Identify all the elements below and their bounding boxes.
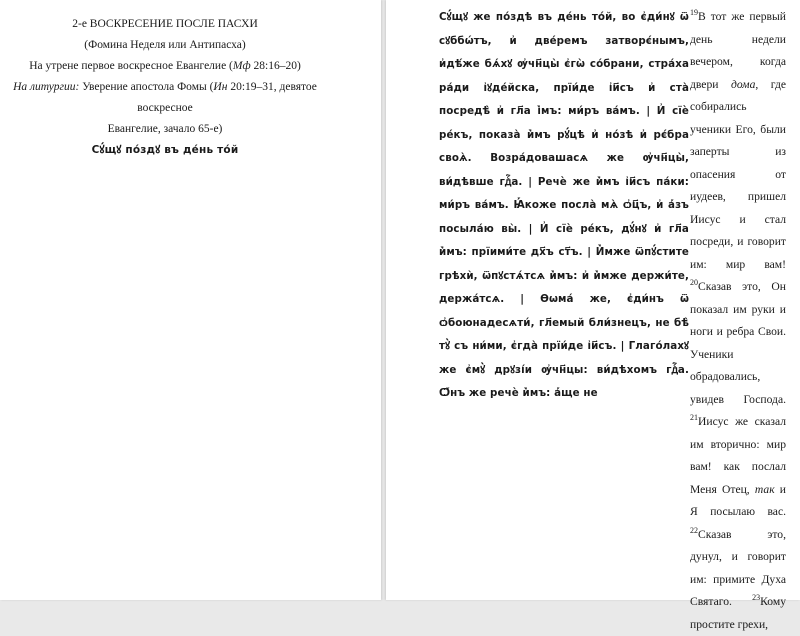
liturgy-reading-line2: Евангелие, зачало 65-е) bbox=[107, 123, 223, 135]
verse-number: 23 bbox=[752, 593, 761, 603]
verse-italic: дома bbox=[730, 77, 756, 91]
slavonic-incipit: Сꙋ́щꙋ по́здꙋ въ де́нь то́й bbox=[91, 144, 239, 156]
left-page bbox=[0, 0, 381, 600]
verse-text: Иисус же сказал им вторично: мир вам! как послал Меня Отец, bbox=[690, 415, 786, 496]
liturgy-reading bbox=[0, 77, 330, 119]
verse-text: Сказав это, Он показал им руки и ноги и ребра Свои. Ученики обрадовались, увидев Господа. bbox=[690, 280, 786, 406]
liturgy-ref: Ин bbox=[213, 81, 228, 93]
verse-text: , где собирались ученики Его, были заперты из опасения от иудеев, пришел Иисус и стал посреди, и говорит им: мир вам! bbox=[690, 77, 786, 271]
verse-text: В тот же первый день недели вечером, когда двери bbox=[690, 10, 786, 91]
slavonic-gospel-text: Сꙋ́щꙋ же по́здѣ въ де́нь то́й, во є҆ди́нꙋ ѿ сꙋббѡ́тъ, и҆ две́ремъ затворє́нымъ, и҆дѣ́же бѧ́хꙋ ѹ҆чн҃цы̀ є҆гѡ̀ со́брани, стра́ха ра́ди і҆ꙋде́йска, прїи́де і҆и҃съ и҆ ста̀ посредѣ̀ и҆ гл҃а ı҆̀мъ: ми́ръ ва́мъ. | И҆ сїѐ ре́къ, показа̀ и҆̀мъ рꙋ́цѣ и҆ но́зѣ и҆ рє́бра своѧ̀. Возра́довашасѧ же ѹ҆чн҃цы̀, ви́дѣвше гдⷭ҇а. | Речѐ же и҆̀мъ і҆и҃съ па́ки: ми́ръ ва́мъ. Ꙗ҆́коже посла̀ мѧ̀ ѻ҆ц҃ъ, и҆ а҆́зъ посыла́ю вы̀. | И҆ сїѐ ре́къ, дꙋ́нꙋ и҆ гл҃а и҆̀мъ: прїими́те дх҃ъ ст҃ъ. | И҆̀мже ѿпꙋ́стите грѣхѝ, ѿпꙋстѧ́тсѧ и҆̀мъ: и҆ и҆̀мже держи́те, держа́тсѧ. | Ѳѡма́ же, є҆ди́нъ ѿ ѻ҆боюнадесѧти́, гл҃емый бли́знецъ, не бѣ̀ тꙋ̀ съ ни́ми, є҆гда̀ прїи́де і҆и҃съ. | Глаго́лахꙋ же є҆мꙋ̀ дрꙋзі́и ѹ҆чн҃цы: ви́дѣхомъ гдⷭ҇а. Ѻ҆́нъ же речѐ и҆̀мъ: а҆́ще не bbox=[439, 11, 689, 399]
sunday-subtitle: (Фомина Неделя или Антипасха) bbox=[84, 39, 246, 51]
liturgy-text: Уверение апостола Фомы ( bbox=[79, 81, 214, 93]
russian-gospel-text bbox=[690, 6, 786, 636]
right-page bbox=[386, 0, 800, 631]
sunday-title: 2-е ВОСКРЕСЕНИЕ ПОСЛЕ ПАСХИ bbox=[72, 18, 258, 30]
matins-prefix: На утрене первое воскресное Евангелие ( bbox=[29, 60, 233, 72]
verse-text: Сказав это, дунул, и говорит им: примите Духа Святаго. bbox=[690, 527, 786, 608]
matins-reading bbox=[0, 56, 330, 77]
reading-heading bbox=[0, 14, 330, 161]
verse-text: и Я посылаю вас. bbox=[690, 482, 787, 518]
liturgy-suffix: 20:19–31, девятое воскресное bbox=[137, 81, 317, 114]
verse-number: 19 bbox=[690, 8, 698, 18]
matins-suffix: 28:16–20) bbox=[250, 60, 301, 72]
verse-number: 21 bbox=[690, 413, 698, 423]
verse-italic: так bbox=[754, 482, 775, 496]
verse-number: 22 bbox=[690, 525, 698, 535]
verse-text: Кому простите грехи, bbox=[690, 595, 786, 631]
verse-number: 20 bbox=[690, 278, 698, 288]
liturgy-label: На литургии: bbox=[13, 81, 80, 93]
matins-ref: Мф bbox=[232, 60, 251, 72]
